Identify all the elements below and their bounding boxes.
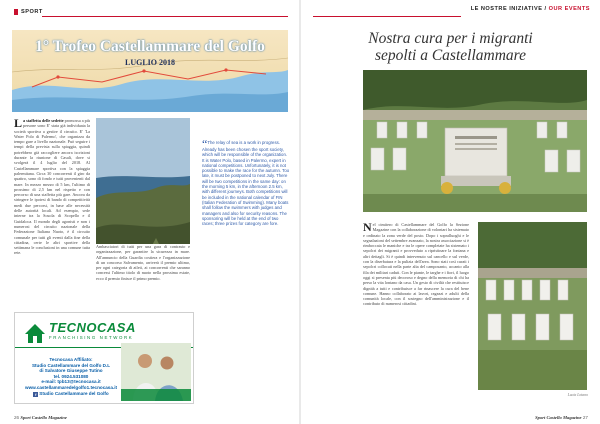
article-body: E' stata già individuata la società sportiva a gestire il circuito. E' 'La Water Polo di Palermo', che organizza da tempo gare a livello nazionale. Può seguire i tempi della prevista sulla spiaggia, quindi potrebbero già raccogliere ancora iscrizioni durante la riunione di Casali, dove si svolgerà il 4 luglio del 2018. Al Castellammare sportiva con la spiaggia palermitana. Circa 30 concorrenti il giro da quattro, sono di fondo e tutti provenienti dal mare. In mezzo mezzo di 5 km, l'ultimo di prossimo di 2,5 km nel rispetto e con percorso di una staffetta più gare. Ancora da stringere le ipotesi di bando di competitività medi due percorsi, in base alle necessità delle autorità locali. Ad esempio, sede interne tra la Scuola di Scopello e il Guidaloca. Il mondo degli agonisti e non i numerosi del circuito nazionale della Federazione Italiana Nuoto, è il circuito comunale per tutti gli eventi dalla fine della cittadina, certe le altri sportive della settimana le conclusioni in una comune tutta rete. (14, 123, 90, 256)
section-separator: / (544, 6, 547, 12)
section-header (471, 6, 590, 18)
page-number: 26 (14, 415, 20, 420)
english-summary (202, 137, 290, 227)
article-lead: a staffetta delle sedette (23, 118, 64, 123)
magazine-name: Sport Castello Magazine (535, 415, 582, 420)
ad-facebook-label: Studio Castellammare del Golfo (39, 390, 109, 396)
article-body (363, 222, 469, 307)
article-lead-rest: promossa a più persone sono (23, 118, 90, 129)
cemetery-photo (363, 70, 587, 212)
header-rule (313, 16, 461, 17)
magazine-name: Sport Castello Magazine (20, 415, 67, 420)
section-label-en: OUR EVENTS (548, 6, 590, 12)
ad-brand: TECNOCASA (49, 320, 136, 335)
tecnocasa-ad[interactable] (14, 312, 194, 404)
ad-line-2: Studio Castellammare del Golfo D.L (31, 362, 111, 368)
ad-line-1: Tecnocasa Affiliato: (49, 357, 93, 362)
page-number: 27 (582, 415, 588, 420)
ad-line-3: di Salvatore Giuseppe Tutino (39, 368, 103, 374)
banner-title: 1° Trofeo Castellammare del Golfo (35, 38, 265, 55)
title-line-2: sepolti a Castellammare (375, 47, 526, 64)
right-page (301, 0, 600, 424)
ad-contact-block (23, 357, 119, 397)
ad-website[interactable]: www.castellammaredelgolfo1.tecnocasa.it (25, 384, 117, 390)
tecnocasa-logo-icon (23, 321, 47, 345)
graves-image (478, 222, 587, 390)
article-body-2: Ambasciatori di tutti per una gara di contrasto e organizzazione, per garantire la sicurezza in mare. All'annuncio della Guardia costiera e l'organizzazione di un concorso Salvamento, arriverà il premio ultimo, per ogni categoria di atleti, ai concorrenti che saranno concessi l'ultimo titolo di nuoto nella prossima estate, ecco il premio finisce il primo premio. (96, 244, 190, 281)
left-page (0, 0, 299, 424)
section-label: LE NOSTRE INIZIATIVE (470, 6, 543, 12)
title-line-1: Nostra cura per i migranti (368, 30, 533, 47)
left-folio (14, 415, 67, 420)
quote-mark-icon: “ (202, 137, 208, 151)
cemetery-image (363, 70, 587, 212)
ad-email[interactable]: e-mail: tpb13@tecnocasa.it (41, 379, 101, 385)
article-text: el cimitero di Castellammare del Golfo la Sezione Magazine con la collaborazione di volontari ha sistemato e ordinato la zona verde del posto. Dopo i sopralluoghi e le segnalazioni del settembre avanzato, la nostra associazione si è rimboccata le maniche e tra le opere completate ha sistemato i sepolcri dei migranti e provveduto a ripristinare la fontana e altri dettagli. Si è quindi intervenuto sul cancello e sul verde, con la diserbatura e la pulizia dell'area. Sono stati così curati i sepolcri collocati nella parte alta del camposanto, accanto alla fila dei militari caduti. Con le piante, le targhe e i fiori, il luogo oggi si presenta più decoroso e degno della memoria di chi ha perso la vita lontano da casa. Un gesto di civiltà che restituisce dignità a tutti e contribuisce a far rinascere la cura del bene comune. Hanno collaborato ai lavori, ragazzi e adulti della comunità locale, con il sostegno dell'amministrazione e il contributo di numerosi cittadini. (363, 222, 469, 307)
photo-credit: Lucia Lotano (567, 393, 588, 397)
ad-couple-photo (121, 343, 191, 401)
ad-phone: tel. 0924.531080 (53, 373, 89, 379)
dropcap: N (363, 220, 372, 234)
english-summary-text: The relay of sea is a work in progress. Already has been chosen the sport society, which will be responsible of the organization. It is Water Polo, based in Palermo, expert in national competitions. Unfortunately, it is not possible to make the race for the autumn. Too late, it must be postponed to next July. There will be two competitions in the same day: on the morning 5 km, in the afternoon 2.5 km, with different journeys. Both competitions will be included in the national calendar of FIN (Italian Federation of Swimming). Many boats shall follow the swimmers with judges and managers and also for security reasons. The sponsoring will be held at the end of two races; three prizes for category are fore. (202, 140, 290, 227)
article-column-1 (14, 118, 90, 308)
facebook-icon: f (35, 391, 37, 397)
right-folio (535, 415, 588, 420)
ad-facebook[interactable] (23, 391, 119, 397)
ad-couple-image (121, 343, 191, 401)
graves-photo (478, 222, 587, 390)
article-column-2 (96, 244, 190, 304)
section-marker (14, 9, 18, 15)
dropcap: L (14, 118, 23, 130)
section-label: SPORT (21, 9, 43, 15)
section-header (14, 6, 43, 18)
ad-tagline: FRANCHISING NETWORK (49, 335, 134, 340)
header-rule (42, 16, 288, 17)
banner-date: LUGLIO 2018 (124, 58, 175, 67)
article-title (301, 30, 600, 64)
event-banner (12, 30, 288, 112)
